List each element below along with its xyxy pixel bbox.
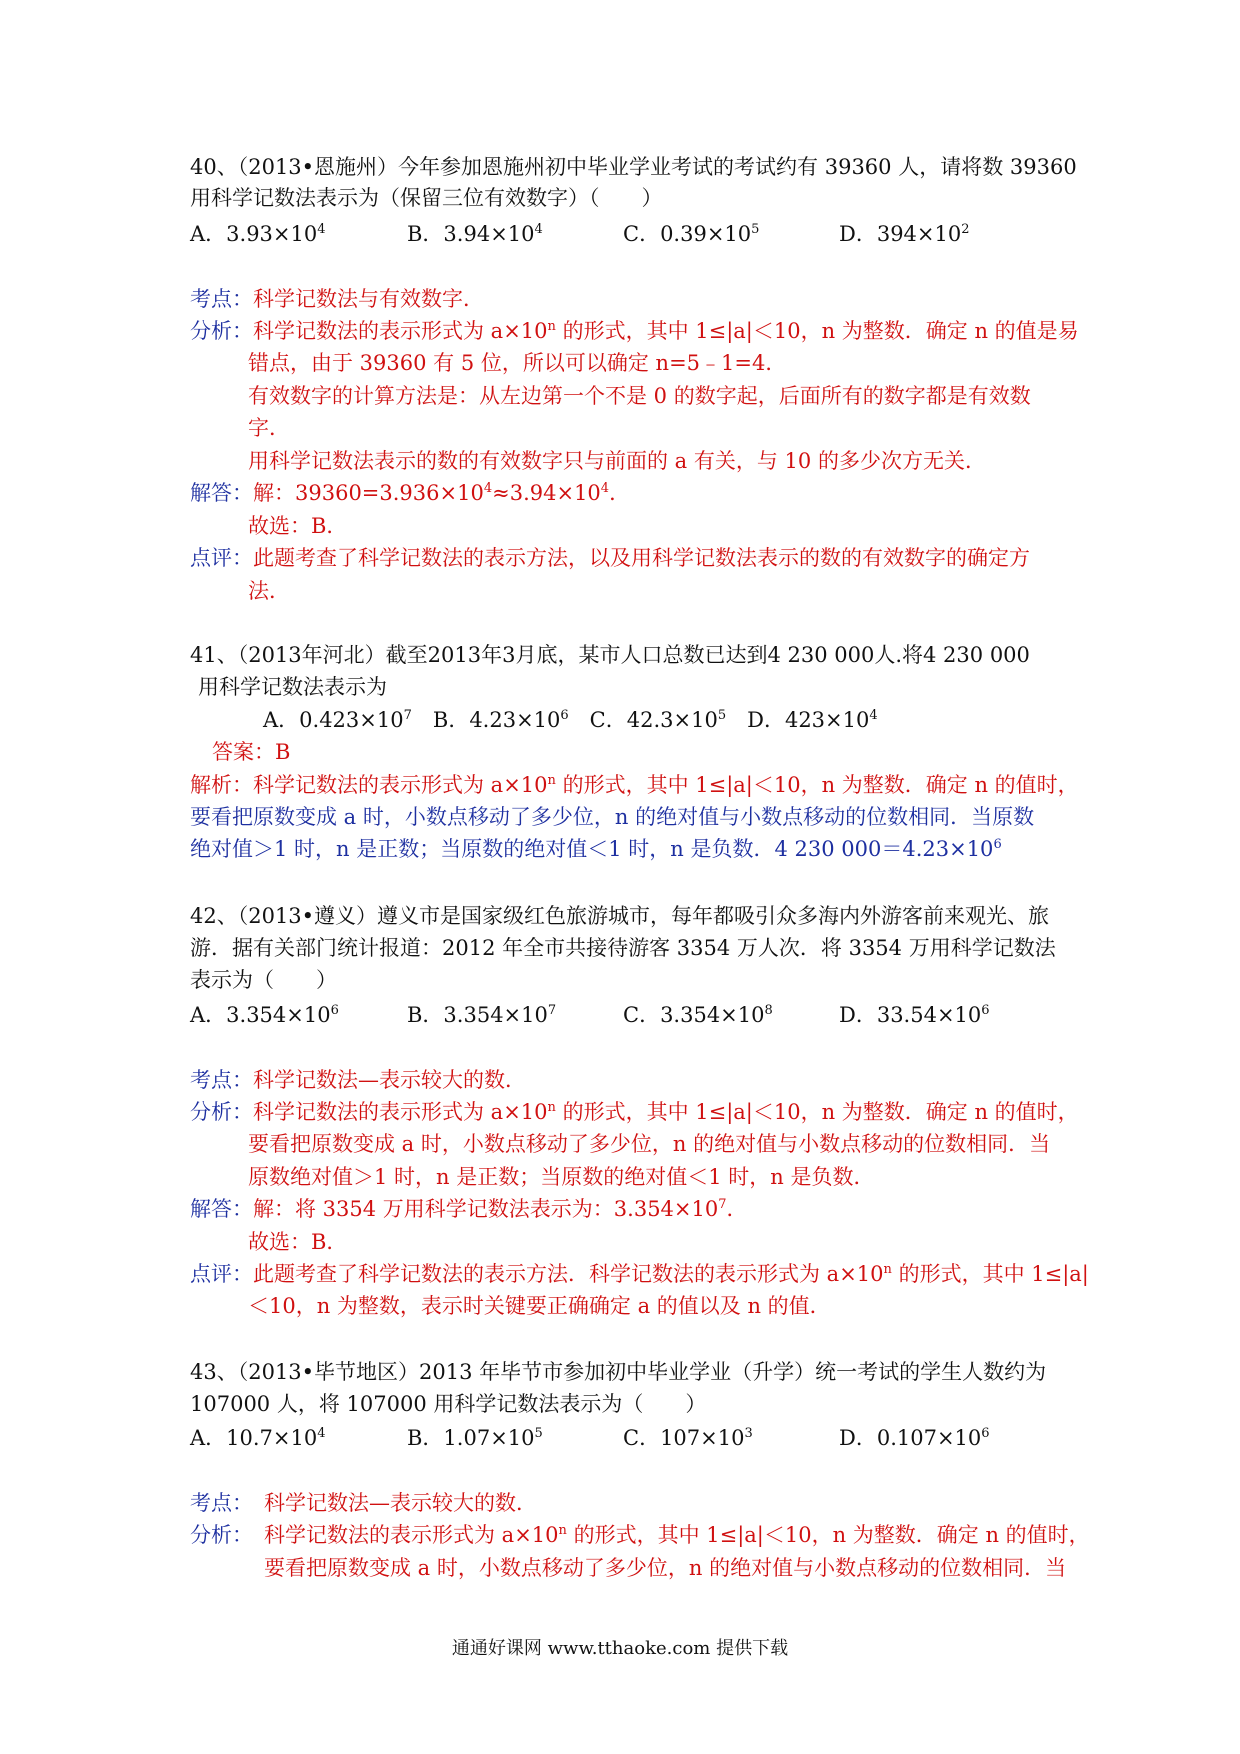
q40-dianping-line2: 法． [248,579,290,603]
q40-fenxi-line2: 错点，由于 39360 有 5 位，所以可以确定 n=5﹣1=4． [248,351,787,375]
q42-jieda-line2: 故选：B． [248,1230,348,1254]
q40-option-b: B．$3.94\times 10^4$ [407,222,543,246]
q42-option-b: B．$3.354\times 10^7$ [407,1003,557,1027]
q41-jiexi-line3: 绝对值＞1 时，n 是正数；当原数的绝对值＜1 时，n 是负数．4 230 $000=4.23\times 10^6$ [190,837,1002,861]
q42-option-a: A．$3.354\times 10^6$ [190,1003,339,1027]
q40-fenxi-line4: 字． [248,416,290,440]
q41-answer: 答案：B [212,740,291,764]
q43-kaodian: 考点： 科学记数法—表示较大的数． [190,1491,537,1515]
q43-option-a: A．$10.7\times 10^4$ [190,1426,326,1450]
q41-jiexi-line2: 要看把原数变成 a 时，小数点移动了多少位，n 的绝对值与小数点移动的位数相同．当原数 [190,805,1035,829]
q40-jieda-line1: 解答：解：$39360=3.936\times 10^4\approx 3.94\times 10^4$． [190,481,631,505]
q42-stem-line1: 42、（2013•遵义）遵义市是国家级红色旅游城市，每年都吸引众多海内外游客前来观光、旅 [190,904,1050,928]
q40-fenxi-line5: 用科学记数法表示的数的有效数字只与前面的 a 有关，与 10 的多少次方无关． [248,449,986,473]
q43-option-b: B．$1.07\times 10^5$ [407,1426,543,1450]
q42-option-d: D．$33.54\times 10^6$ [839,1003,990,1027]
q42-stem-line3: 表示为（ ） [190,968,337,992]
q40-jieda-line2: 故选：B． [248,514,348,538]
q40-fenxi-line1: 分析：科学记数法的表示形式为 $a\times 10^n$ 的形式，其中 1≤|a|＜10，n 为整数．确定 n 的值是易 [190,319,1079,343]
q41-jiexi-line1: 解析：科学记数法的表示形式为 $a\times 10^n$ 的形式，其中 1≤|a|＜10，n 为整数．确定 n 的值时， [190,773,1079,797]
q40-option-d: D．$394\times 10^2$ [839,222,970,246]
q41-stem-line1: 41、（2013年河北）截至2013年3月底，某市人口总数已达到4 230 000人.将4 230 000 [190,643,1030,667]
q42-fenxi-line1: 分析：科学记数法的表示形式为 $a\times 10^n$ 的形式，其中 1≤|a|＜10，n 为整数．确定 n 的值时， [190,1100,1079,1124]
q42-dianping-line2: ＜10，n 为整数，表示时关键要正确确定 a 的值以及 n 的值． [248,1294,831,1318]
q42-jieda-line1: 解答：解：将 3354 万用科学记数法表示为：$3.354\times 10^7$． [190,1197,748,1221]
q40-dianping-line1: 点评：此题考查了科学记数法的表示方法，以及用科学记数法表示的数的有效数字的确定方 [190,546,1030,570]
q42-option-c: C．$3.354\times 10^8$ [623,1003,773,1027]
q43-stem-line1: 43、（2013•毕节地区）2013 年毕节市参加初中毕业学业（升学）统一考试的学生人数约为 [190,1360,1047,1384]
q41-stem-line2: 用科学记数法表示为 [198,675,387,699]
q43-stem-line2: 107000 人，将 107000 用科学记数法表示为（ ） [190,1392,707,1416]
q40-stem-line2: 用科学记数法表示为（保留三位有效数字）（ ） [190,186,663,210]
q43-option-c: C．$107\times 10^3$ [623,1426,753,1450]
q40-kaodian: 考点：科学记数法与有效数字． [190,287,484,311]
q42-fenxi-line3: 原数绝对值＞1 时，n 是正数；当原数的绝对值＜1 时，n 是负数． [248,1165,875,1189]
q40-stem-line1: 40、（2013•恩施州）今年参加恩施州初中毕业学业考试的考试约有 39360 人，请将数 39360 [190,155,1077,179]
q42-kaodian: 考点：科学记数法—表示较大的数． [190,1068,526,1092]
q43-fenxi-line1: 分析： 科学记数法的表示形式为 $a\times 10^n$ 的形式，其中 1≤|a|＜10，n 为整数．确定 n 的值时， [190,1523,1090,1547]
q40-option-c: C．$0.39\times 10^5$ [623,222,760,246]
q41-options: A．$0.423\times 10^7$ B．$4.23\times 10^6$ C．$42.3\times 10^5$ D．$423\times 10^4$ [263,708,878,732]
page-footer: 通通好课网 www.tthaoke.com 提供下载 [451,1638,789,1659]
q40-option-a: A．$3.93\times 10^4$ [190,222,326,246]
q40-fenxi-line3: 有效数字的计算方法是：从左边第一个不是 0 的数字起，后面所有的数字都是有效数 [248,384,1031,408]
q43-option-d: D．$0.107\times 10^6$ [839,1426,990,1450]
q42-fenxi-line2: 要看把原数变成 a 时，小数点移动了多少位，n 的绝对值与小数点移动的位数相同．当 [248,1132,1051,1156]
q42-stem-line2: 游．据有关部门统计报道：2012 年全市共接待游客 3354 万人次．将 3354 万用科学记数法 [190,936,1056,960]
q42-dianping-line1: 点评：此题考查了科学记数法的表示方法．科学记数法的表示形式为 $a\times 10^n$ 的形式，其中 1≤|a| [190,1262,1089,1286]
q43-fenxi-line2: 要看把原数变成 a 时，小数点移动了多少位，n 的绝对值与小数点移动的位数相同．当 [264,1556,1067,1580]
